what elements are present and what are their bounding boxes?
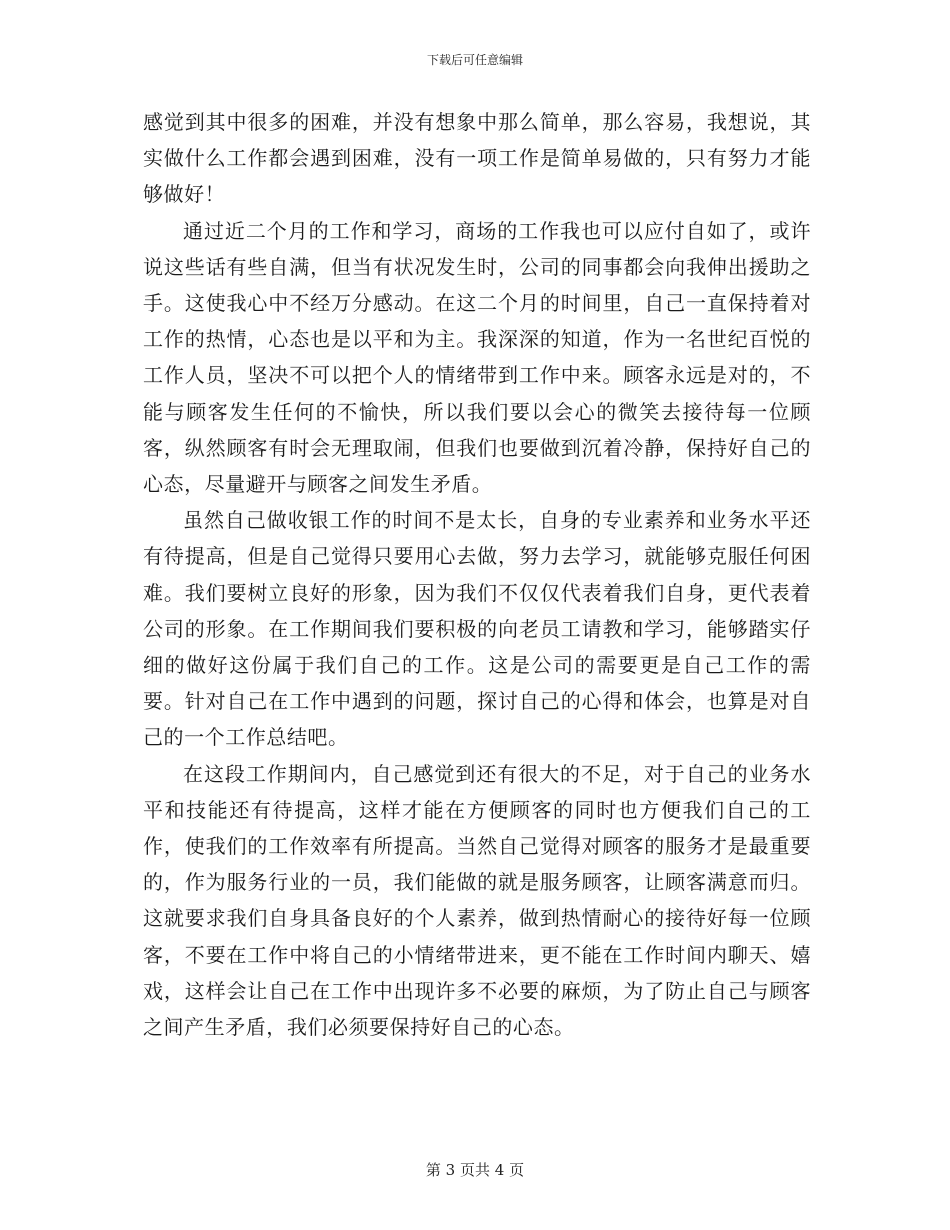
paragraph: 虽然自己做收银工作的时间不是太长，自身的专业素养和业务水平还有待提高，但是自己觉得只要用心去做，努力去学习，就能够克服任何困难。我们要树立良好的形象，因为我们不仅仅代表着我们自身，更代表着公司的形象。在工作期间我们要积极的向老员工请教和学习，能够踏实仔细的做好这份属于我们自己的工作。这是公司的需要更是自己工作的需要。针对自己在工作中遇到的问题，探讨自己的心得和体会，也算是对自己的一个工作总结吧。 — [143, 508, 811, 750]
page-number-footer: 第 3 页共 4 页 — [425, 1161, 525, 1179]
paragraph-continuation: 感觉到其中很多的困难，并没有想象中那么简单，那么容易，我想说，其实做什么工作都会遇到困难，没有一项工作是简单易做的，只有努力才能够做好！ — [143, 110, 811, 207]
paragraph: 通过近二个月的工作和学习，商场的工作我也可以应付自如了，或许说这些话有些自满，但当有状况发生时，公司的同事都会向我伸出援助之手。这使我心中不经万分感动。在这二个月的时间里，自己一直保持着对工作的热情，心态也是以平和为主。我深深的知道，作为一名世纪百悦的工作人员，坚决不可以把个人的情绪带到工作中来。顾客永远是对的，不能与顾客发生任何的不愉快，所以我们要以会心的微笑去接待每一位顾客，纵然顾客有时会无理取闹，但我们也要做到沉着冷静，保持好自己的心态，尽量避开与顾客之间发生矛盾。 — [143, 218, 811, 497]
document-body — [143, 104, 811, 1045]
page-header-note: 下载后可任意编辑 — [426, 53, 523, 67]
paragraph: 在这段工作期间内，自己感觉到还有很大的不足，对于自己的业务水平和技能还有待提高，这样才能在方便顾客的同时也方便我们自己的工作，使我们的工作效率有所提高。当然自己觉得对顾客的服务才是最重要的，作为服务行业的一员，我们能做的就是服务顾客，让顾客满意而归。这就要求我们自身具备良好的个人素养，做到热情耐心的接待好每一位顾客，不要在工作中将自己的小情绪带进来，更不能在工作时间内聊天、嬉戏，这样会让自己在工作中出现许多不必要的麻烦，为了防止自己与顾客之间产生矛盾，我们必须要保持好自己的心态。 — [143, 761, 811, 1040]
